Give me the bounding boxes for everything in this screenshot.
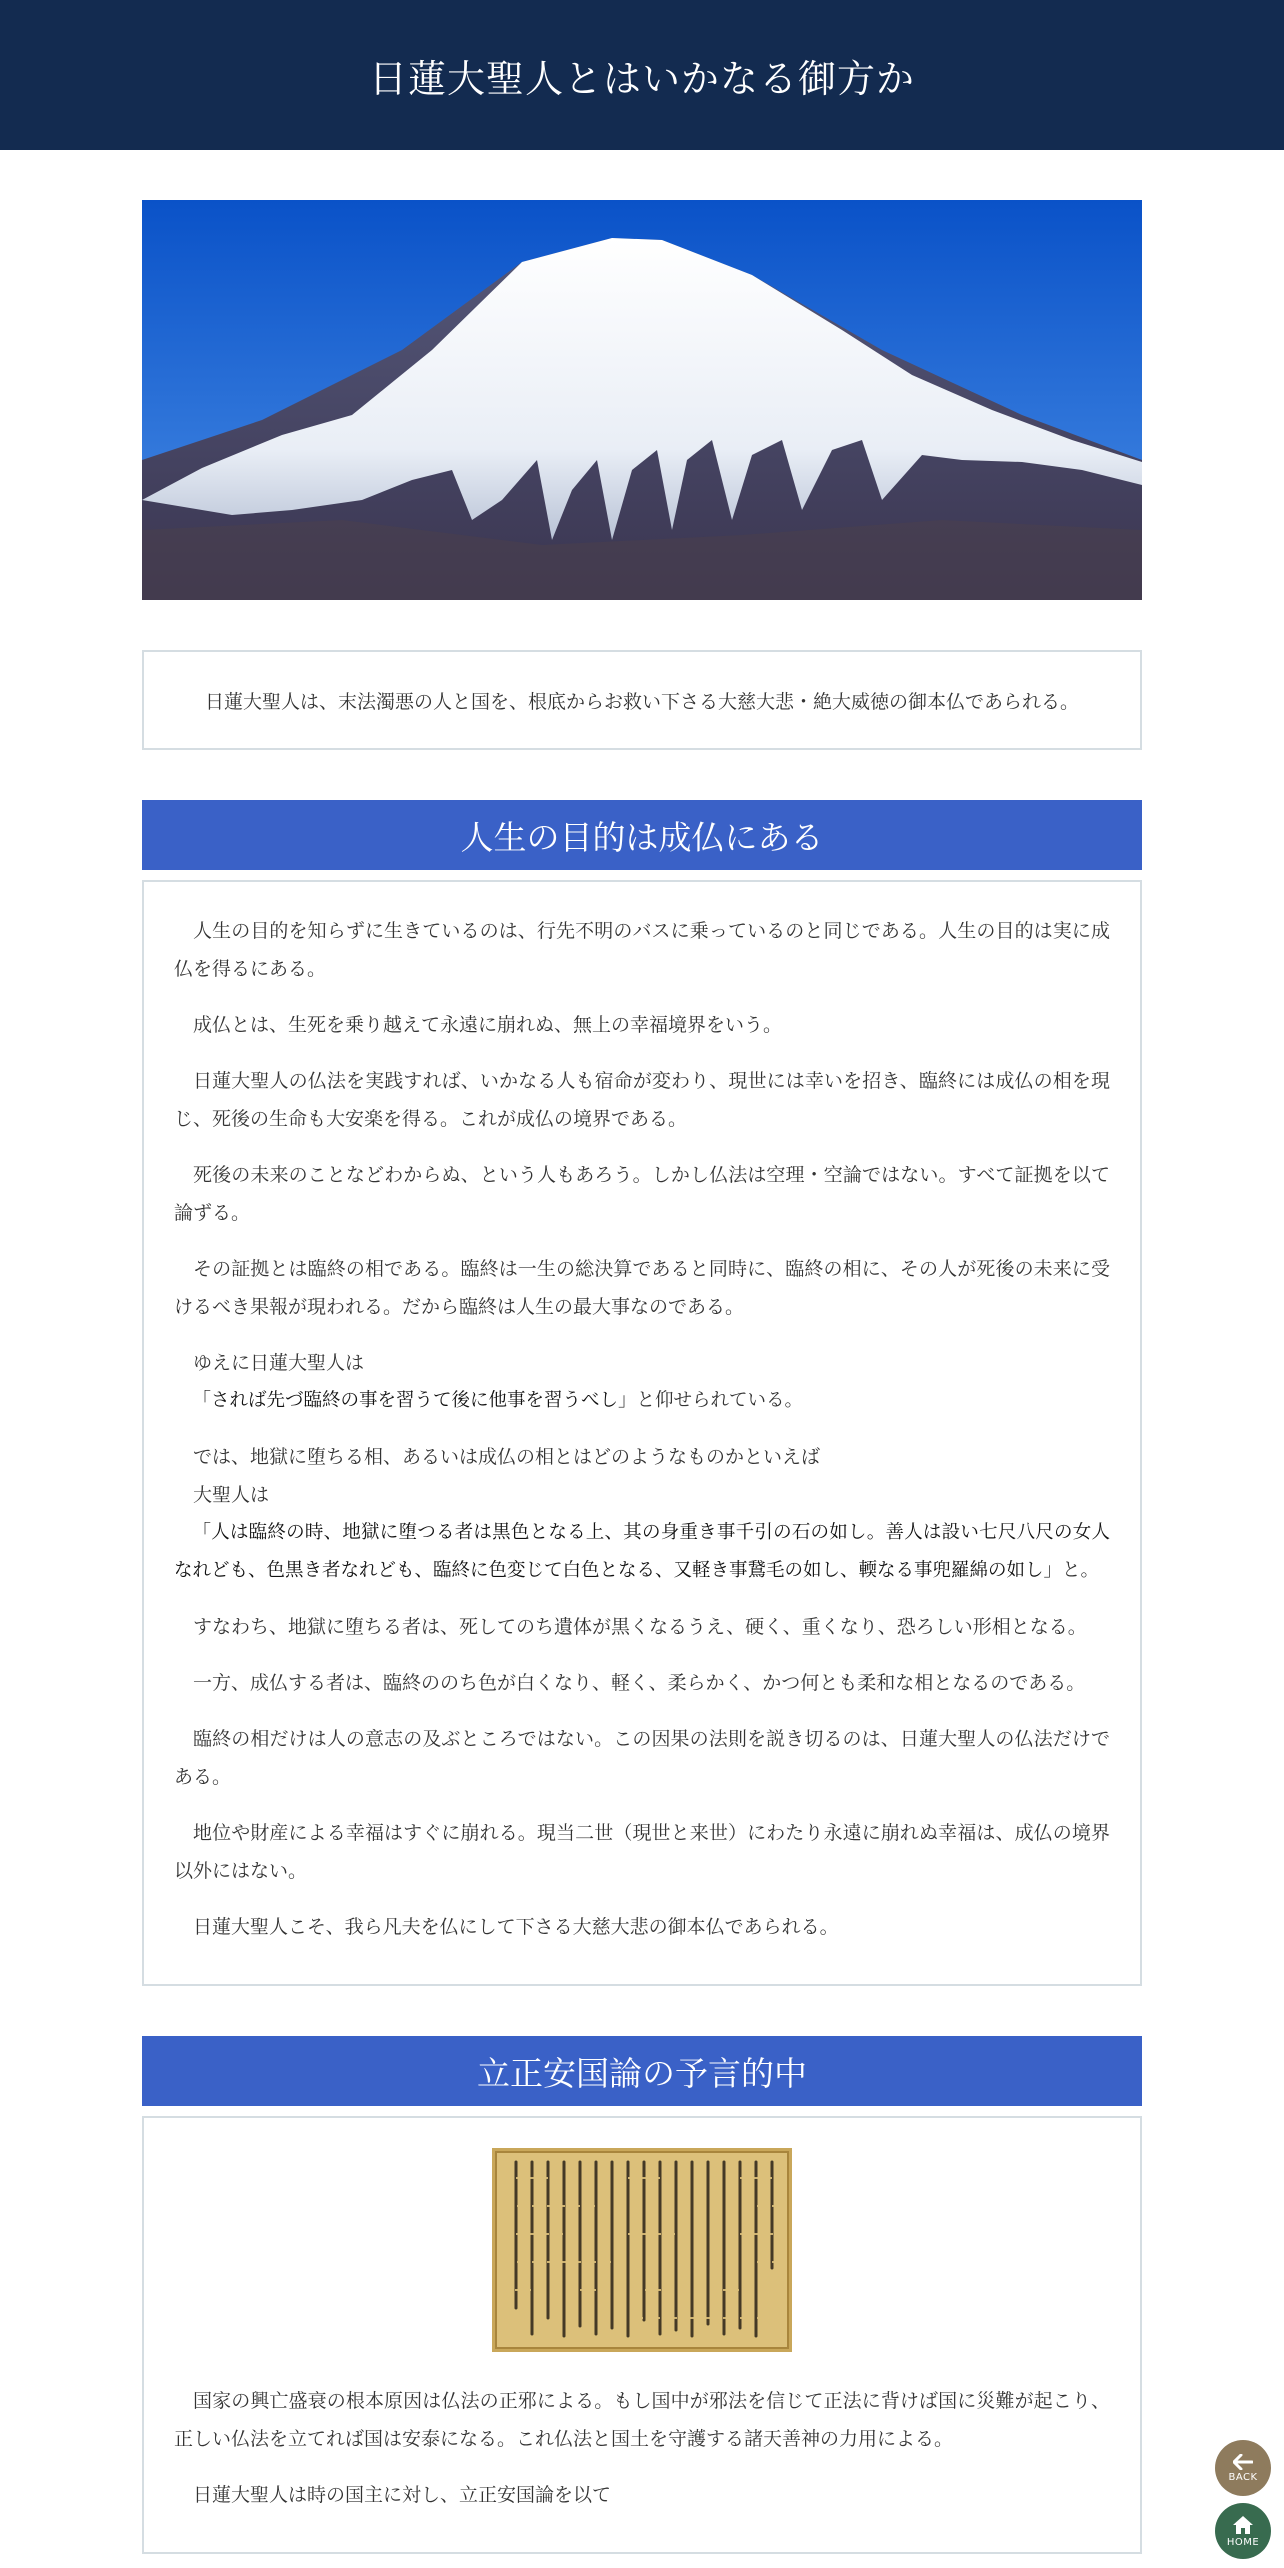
paragraph: 地位や財産による幸福はすぐに崩れる。現当二世（現世と来世）にわたり永遠に崩れぬ幸福は、成仏の境界以外にはない。 xyxy=(174,1822,1110,1882)
paragraph: 日蓮大聖人の仏法を実践すれば、いかなる人も宿命が変わり、現世には幸いを招き、臨終には成仏の相を現じ、死後の生命も大安楽を得る。これが成仏の境界である。 xyxy=(174,1070,1110,1130)
paragraph: 成仏とは、生死を乗り越えて永遠に崩れぬ、無上の幸福境界をいう。 xyxy=(193,1014,783,1036)
site-header xyxy=(0,0,1284,150)
page-title: 日蓮大聖人とはいかなる御方か xyxy=(368,56,915,101)
home-icon xyxy=(1232,2515,1254,2535)
paragraph: 国家の興亡盛衰の根本原因は仏法の正邪による。もし国中が邪法を信じて正法に背けば国に災難が起こり、正しい仏法を立てれば国は安泰になる。これ仏法と国土を守護する諸天善神の力用による。 xyxy=(174,2390,1110,2450)
section-title-rissho-ankoku: 立正安国論の予言的中 xyxy=(142,2036,1142,2106)
paragraph: その証拠とは臨終の相である。臨終は一生の総決算であると同時に、臨終の相に、その人が死後の未来に受けるべき果報が現われる。だから臨終は人生の最大事なのである。 xyxy=(174,1258,1110,1318)
paragraph: 一方、成仏する者は、臨終ののち色が白くなり、軽く、柔らかく、かつ何とも柔和な相となるのである。 xyxy=(193,1672,1086,1694)
back-button-label: BACK xyxy=(1228,2471,1258,2483)
intro-box xyxy=(142,650,1142,750)
quote-tail: と。 xyxy=(1062,1560,1100,1581)
paragraph: 死後の未来のことなどわからぬ、という人もあろう。しかし仏法は空理・空論ではない。すべて証拠を以て論ずる。 xyxy=(174,1164,1110,1224)
manuscript-image xyxy=(492,2148,792,2352)
quote-block xyxy=(174,1514,1110,1590)
hero-image xyxy=(142,200,1142,600)
quote-text: 「されば先づ臨終の事を習うて後に他事を習うべし」 xyxy=(192,1390,637,1411)
paragraph: 日蓮大聖人は時の国主に対し、立正安国論を以て xyxy=(193,2484,612,2506)
paragraph: ゆえに日蓮大聖人は xyxy=(193,1352,365,1374)
paragraph: 臨終の相だけは人の意志の及ぶところではない。この因果の法則を説き切るのは、日蓮大聖人の仏法だけである。 xyxy=(174,1728,1110,1788)
intro-text: 日蓮大聖人は、末法濁悪の人と国を、根底からお救い下さる大慈大悲・絶大威徳の御本仏であられる。 xyxy=(204,690,1079,713)
paragraph: 大聖人は xyxy=(193,1484,270,1506)
arrow-left-icon xyxy=(1233,2454,1253,2470)
paragraph: 日蓮大聖人こそ、我ら凡夫を仏にして下さる大慈大悲の御本仏であられる。 xyxy=(193,1916,839,1938)
paragraph: すなわち、地獄に堕ちる者は、死してのち遺体が黒くなるうえ、硬く、重くなり、恐ろしい形相となる。 xyxy=(193,1616,1087,1638)
back-button[interactable] xyxy=(1215,2440,1271,2496)
main-content xyxy=(142,200,1142,2554)
quote-text: 「人は臨終の時、地獄に堕つる者は黒色となる上、其の身重き事千引の石の如し。善人は設い七尺八尺の女人なれども、色黒き者なれども、臨終に色変じて白色となる、又軽き事鵞毛の如し、輭なる事兜羅綿の如し」 xyxy=(174,1522,1110,1581)
quote-block xyxy=(174,1382,1110,1420)
home-button[interactable] xyxy=(1215,2503,1271,2559)
home-button-label: HOME xyxy=(1226,2536,1260,2548)
paragraph: 人生の目的を知らずに生きているのは、行先不明のバスに乗っているのと同じである。人生の目的は実に成仏を得るにある。 xyxy=(174,920,1110,980)
paragraph: では、地獄に堕ちる相、あるいは成仏の相とはどのようなものかといえば xyxy=(193,1446,821,1468)
quote-tail: と仰せられている。 xyxy=(636,1390,804,1411)
section-body-purpose-of-life xyxy=(142,880,1142,1986)
section-body-rissho-ankoku xyxy=(142,2116,1142,2554)
section-title-purpose-of-life: 人生の目的は成仏にある xyxy=(142,800,1142,870)
